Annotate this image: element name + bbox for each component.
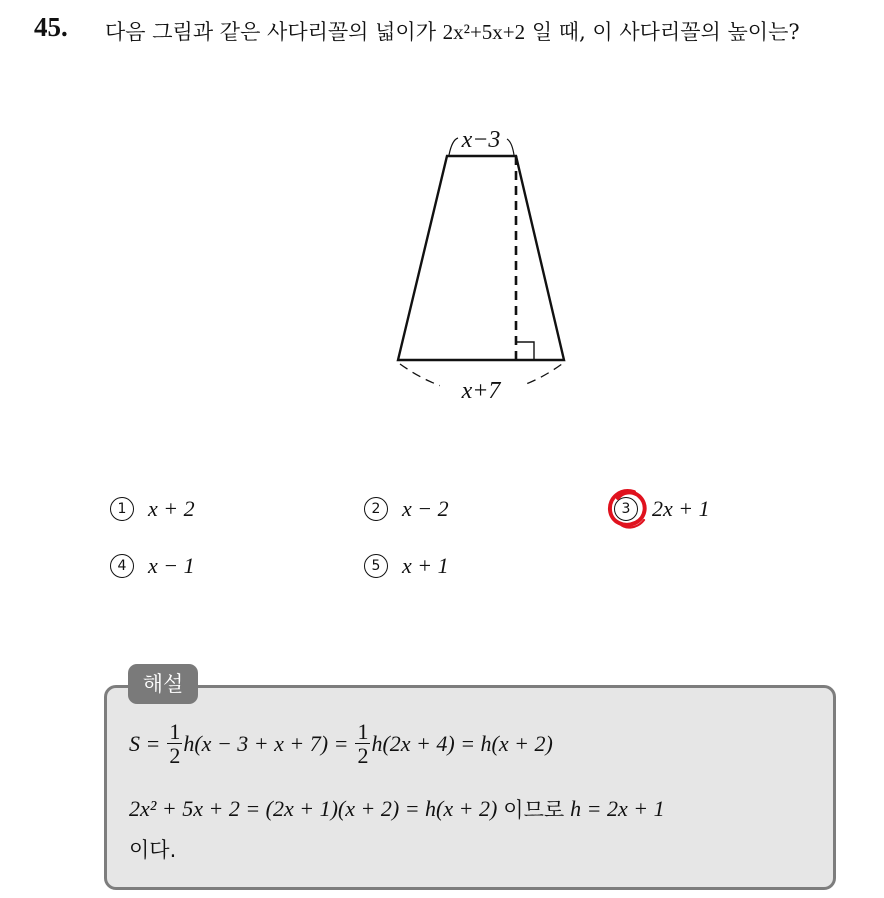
question-text-before: 다음 그림과 같은 사다리꼴의 넓이가 [105, 20, 443, 44]
area-expression: 2x²+5x+2 [442, 20, 526, 44]
solution-line-2 [129, 794, 665, 824]
solution-tag: 해설 [128, 664, 198, 704]
choice-1-value: x + 2 [148, 496, 195, 521]
solution-line1-lhs: S = [129, 730, 161, 756]
question-number: 45. [34, 12, 68, 42]
solution-line1-mid2: h(2x + 4) = h(x + 2) [371, 730, 553, 756]
solution-line-3: 이다. [129, 838, 177, 862]
solution-line2-expr: 2x² + 5x + 2 = (2x + 1)(x + 2) = h(x + 2) [129, 796, 498, 821]
choice-5[interactable] [364, 553, 449, 579]
choice-2-value: x − 2 [402, 496, 449, 521]
choice-1-number: 1 [110, 497, 134, 521]
fraction-half-2: $\frac{1}{2}$ [357, 719, 369, 769]
choice-2-number: 2 [364, 497, 388, 521]
solution-line-1 [129, 720, 553, 767]
question-text-after: 일 때, 이 사다리꼴의 높이는? [525, 20, 800, 44]
choice-4[interactable] [110, 553, 195, 579]
choice-3-number: 3 [614, 497, 638, 521]
choice-5-value: x + 1 [402, 553, 449, 578]
choice-1[interactable] [110, 496, 195, 522]
solution-line2-end: h = 2x + 1 [570, 796, 665, 821]
trapezoid-figure [380, 112, 580, 412]
choice-5-number: 5 [364, 554, 388, 578]
trapezoid-shape [398, 156, 564, 360]
solution-line2-korean: 이므로 [503, 798, 565, 822]
right-angle-mark [516, 342, 534, 360]
question-text [105, 15, 875, 49]
solution-box [104, 685, 836, 890]
top-brace [449, 138, 458, 155]
bottom-label: x+7 [461, 378, 501, 404]
top-brace-right [507, 139, 514, 155]
choice-3-value: 2x + 1 [652, 496, 710, 521]
solution-line1-mid: h(x − 3 + x + 7) = [183, 730, 349, 756]
choice-4-number: 4 [110, 554, 134, 578]
choice-4-value: x − 1 [148, 553, 195, 578]
top-label: x−3 [461, 127, 501, 153]
fraction-half-1: $\frac{1}{2}$ [169, 719, 181, 769]
choice-2[interactable] [364, 496, 449, 522]
choice-3[interactable] [614, 496, 710, 522]
